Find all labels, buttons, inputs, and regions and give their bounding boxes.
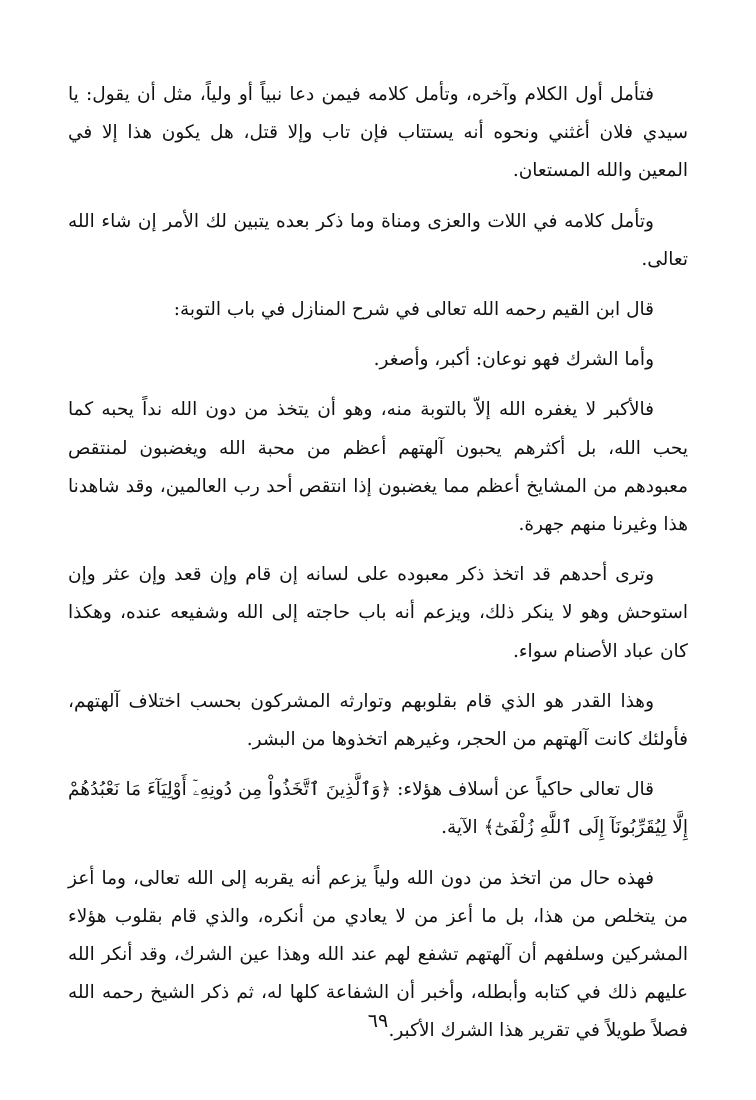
quran-suffix: الآية. xyxy=(441,817,478,839)
paragraph-8-quran xyxy=(68,771,688,847)
paragraph-7: وهذا القدر هو الذي قام بقلوبهم وتوارثه المشركون بحسب اختلاف آلهتهم، فأولئك كانت آلهتهم من الحجر، وغيرهم اتخذوها من البشر. xyxy=(68,690,688,751)
paragraph-9: فهذه حال من اتخذ من دون الله ولياً يزعم أنه يقربه إلى الله تعالى، وما أعز من يتخلص من هذا، بل ما أعز من لا يعادي من أنكره، والذي قام بقلوب هؤلاء المشركين وسلفهم أن آلهتهم تشفع لهم عند الله وهذا عين الشرك، وقد أنكر الله عليهم ذلك في كتابه وأبطله، وأخبر أن الشفاعة كلها له، ثم ذكر الشيخ رحمه الله فصلاً طويلاً في تقرير هذا الشرك الأكبر. xyxy=(68,867,688,1042)
quran-verse: ﴿وَٱلَّذِينَ ٱتَّخَذُواْ مِن دُونِهِۦٓ أَوْلِيَآءَ مَا نَعْبُدُهُمْ إِلَّا لِيُقَرِّبُونَآ إِلَى ٱللَّهِ زُلْفَىٰٓ﴾ xyxy=(68,779,688,839)
page-number: ٦٩ xyxy=(367,1010,389,1032)
quran-intro: قال تعالى حاكياً عن أسلاف هؤلاء: xyxy=(397,779,654,801)
paragraph-6: وترى أحدهم قد اتخذ ذكر معبوده على لسانه إن قام وإن قعد وإن عثر وإن استوحش وهو لا ينكر ذلك، ويزعم أنه باب حاجته إلى الله وشفيعه عنده، وهكذا كان عباد الأصنام سواء. xyxy=(68,564,688,662)
paragraph-1: فتأمل أول الكلام وآخره، وتأمل كلامه فيمن دعا نبياً أو ولياً، مثل أن يقول: يا سيدي فلان أغثني ونحوه أنه يستتاب فإن تاب وإلا قتل، هل يكون هذا إلا في المعين والله المستعان. xyxy=(68,84,688,182)
paragraph-4-types-of-shirk: وأما الشرك فهو نوعان: أكبر، وأصغر. xyxy=(373,349,654,371)
paragraph-2: وتأمل كلامه في اللات والعزى ومناة وما ذكر بعده يتبين لك الأمر إن شاء الله تعالى. xyxy=(68,210,688,270)
page-body xyxy=(68,76,688,1063)
paragraph-5: فالأكبر لا يغفره الله إلاّ بالتوبة منه، وهو أن يتخذ من دون الله نداً يحبه كما يحب الله، بل أكثرهم يحبون آلهتهم أعظم من محبة الله ويغضبون لمنتقص معبودهم من المشايخ أعظم مما يغضبون إذا انتقص أحد رب العالمين، وقد شاهدنا هذا وغيرنا منهم جهرة. xyxy=(68,399,688,536)
paragraph-3-ibn-qayyim-quote-intro: قال ابن القيم رحمه الله تعالى في شرح المنازل في باب التوبة: xyxy=(173,299,654,321)
